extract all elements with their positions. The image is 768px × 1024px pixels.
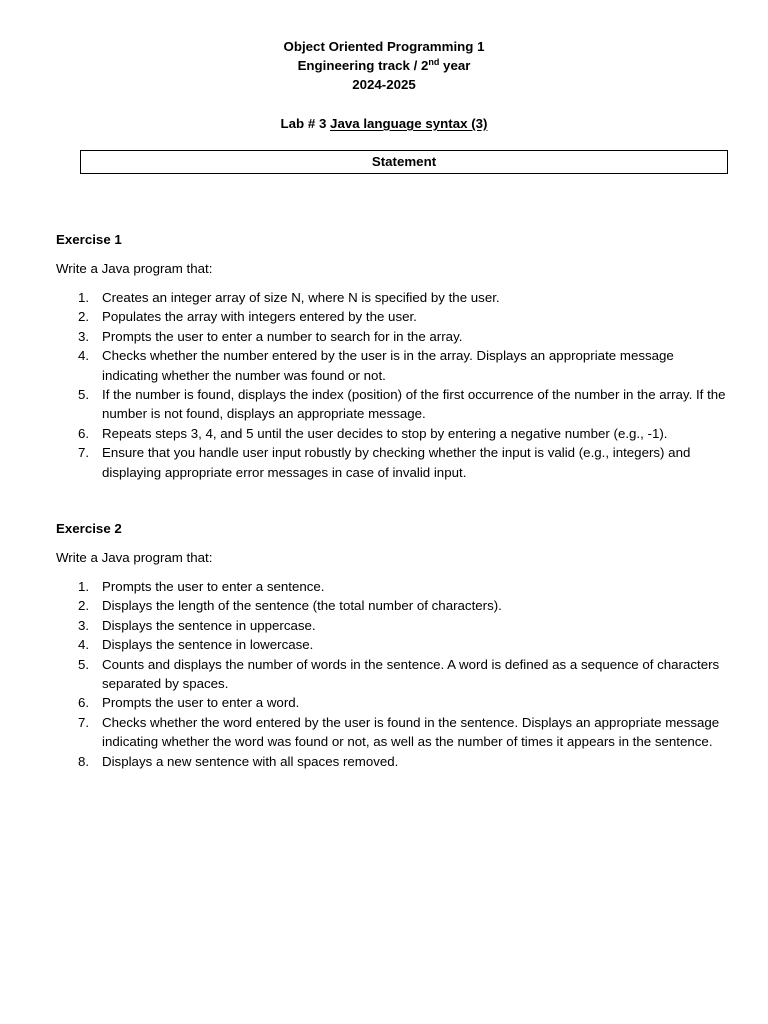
exercise1-heading: Exercise 1 [56,232,122,247]
statement-box: Statement [80,150,728,174]
item-number: 2. [78,309,90,325]
item-number: 7. [78,445,90,461]
item-number: 8. [78,753,90,769]
exercise1-intro: Write a Java program that: [56,261,213,276]
list-item [56,752,726,771]
lab-title-line [0,114,768,133]
item-number: 5. [78,387,90,403]
item-text: Prompts the user to enter a word. [102,695,300,711]
item-text: Displays a new sentence with all spaces removed. [102,753,399,769]
item-text: Repeats steps 3, 4, and 5 until the user decides to stop by entering a negative number (e.g., -1). [102,425,668,441]
track-prefix: Engineering track / 2 [297,58,429,73]
academic-year: 2024-2025 [352,77,416,92]
item-text: Checks whether the word entered by the user is found in the sentence. Displays an appropriate message indicating whether the word was found or not, as well as the number of times it appears in the sentence. [102,714,720,750]
list-item [56,307,726,326]
item-text: Displays the sentence in lowercase. [102,637,314,653]
item-number: 6. [78,695,90,711]
item-text: Prompts the user to enter a sentence. [102,579,325,594]
item-number: 6. [78,425,90,441]
lab-number: Lab # 3 [280,116,331,131]
item-text: Populates the array with integers entered by the user. [102,309,417,325]
item-number: 1. [78,579,90,594]
item-text: Prompts the user to enter a number to search for in the array. [102,328,463,344]
course-title: Object Oriented Programming 1 [283,39,485,54]
list-item [56,616,726,635]
item-number: 3. [78,617,90,633]
list-item [56,424,726,443]
list-item [56,288,726,307]
item-text: Displays the sentence in uppercase. [102,617,316,633]
item-text: Ensure that you handle user input robustly by checking whether the input is valid (e.g., integers) and displaying appropriate error messages in case of invalid input. [102,445,691,480]
item-number: 2. [78,598,90,614]
track-suffix: year [439,58,471,73]
exercise2-list [56,577,726,771]
list-item [56,596,726,615]
item-number: 3. [78,328,90,344]
item-number: 7. [78,714,90,730]
list-item [56,346,726,385]
list-item [56,443,726,482]
item-number: 4. [78,348,90,364]
track-superscript: nd [428,57,440,67]
exercise2-heading: Exercise 2 [56,521,122,536]
list-item [56,655,726,694]
list-item [56,693,726,712]
item-number: 4. [78,637,90,653]
lab-topic: Java language syntax (3) [330,116,488,131]
exercise1-list [56,288,726,482]
item-number: 5. [78,656,90,672]
list-item [56,327,726,346]
list-item [56,385,726,424]
list-item [56,635,726,654]
list-item [56,577,726,596]
exercise2-intro: Write a Java program that: [56,550,213,565]
item-text: Displays the length of the sentence (the total number of characters). [102,598,502,614]
item-text: If the number is found, displays the index (position) of the first occurrence of the number in the array. If the number is not found, displays an appropriate message. [102,387,726,422]
item-text: Checks whether the number entered by the user is in the array. Displays an appropriate message indicating whether the number was found or not. [102,348,674,383]
item-number: 1. [78,290,90,305]
track-line [0,56,768,77]
item-text: Counts and displays the number of words in the sentence. A word is defined as a sequence of characters separated by spaces. [102,656,720,692]
list-item [56,713,726,752]
item-text: Creates an integer array of size N, where N is specified by the user. [102,290,500,305]
